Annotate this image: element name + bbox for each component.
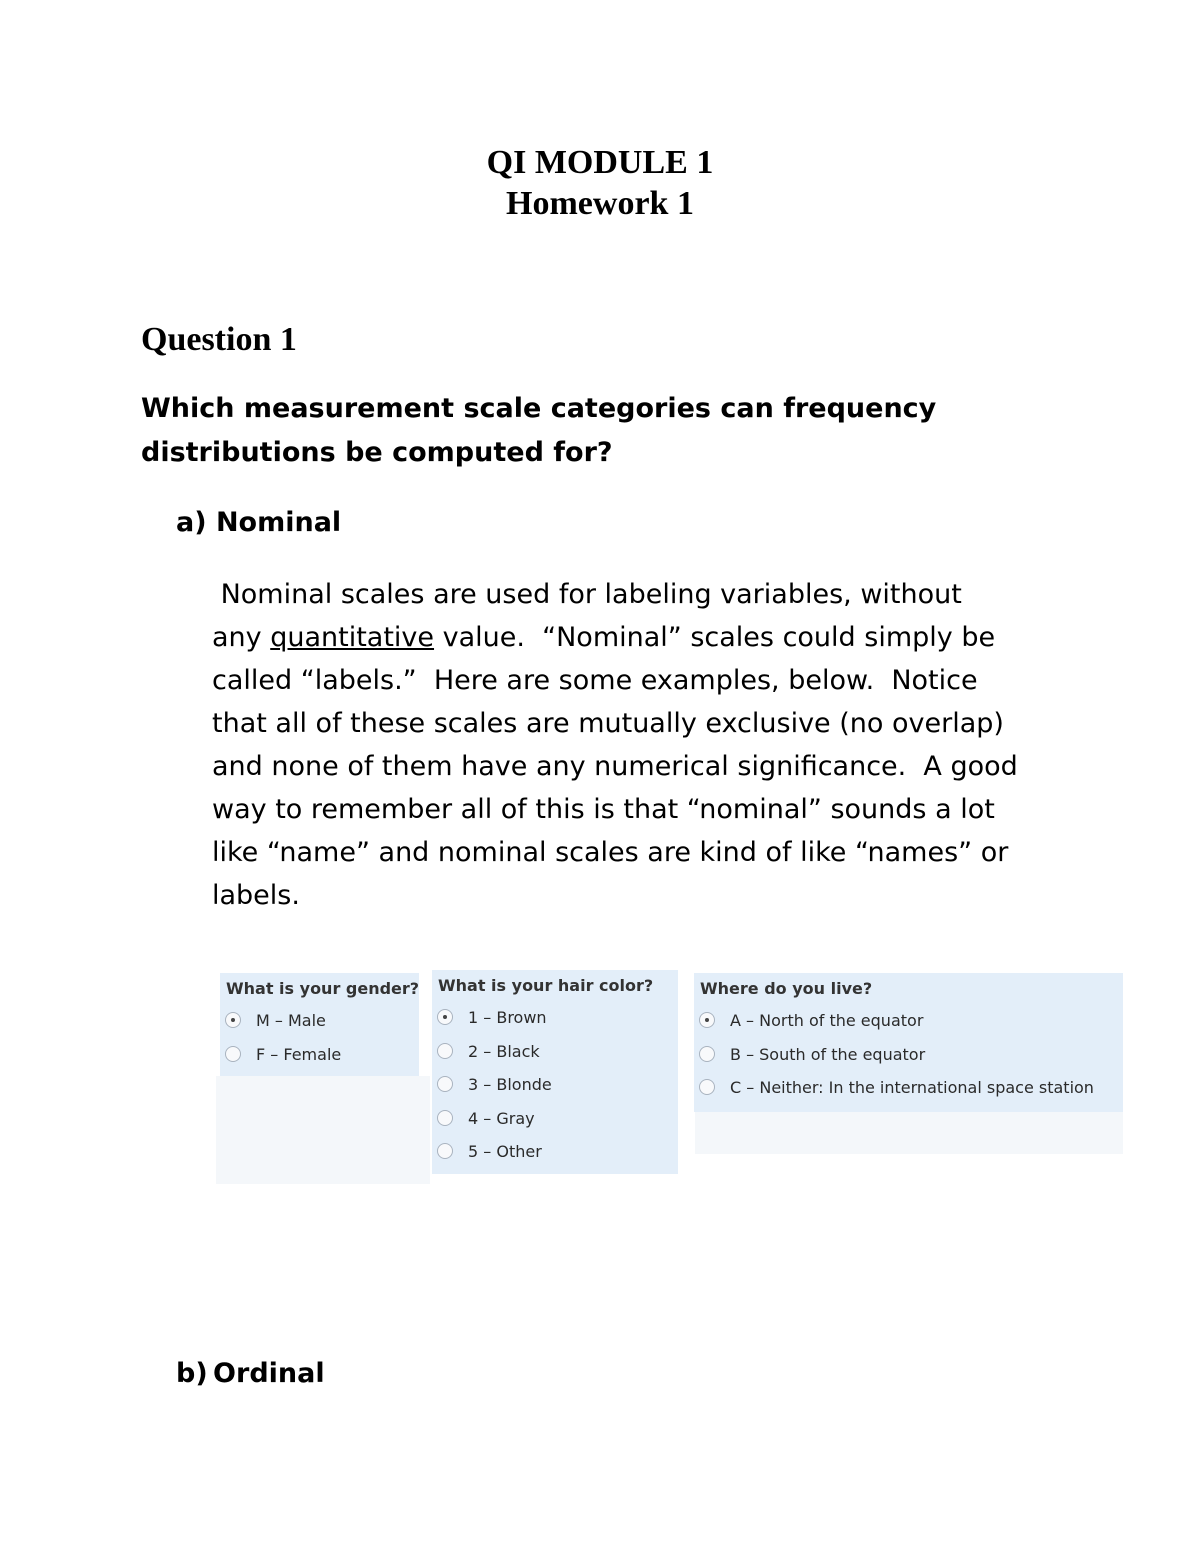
paragraph-line	[212, 616, 1072, 659]
question-text	[141, 387, 961, 475]
location-question-title: Where do you live?	[700, 979, 873, 998]
paragraph-line: like “name” and nominal scales are kind of like “names” or	[212, 837, 1009, 868]
option-label: 4 – Gray	[468, 1108, 535, 1128]
option-label: 3 – Blonde	[468, 1074, 552, 1094]
text: any	[212, 622, 271, 653]
paragraph-line: Nominal scales are used for labeling variables, without	[212, 579, 962, 610]
hair-color-question-title: What is your hair color?	[438, 976, 654, 995]
hair-color-option[interactable]	[437, 1039, 540, 1063]
gender-question-panel	[220, 973, 419, 1076]
option-label: A – North of the equator	[730, 1010, 924, 1030]
location-question-panel	[694, 973, 1123, 1112]
question-text-line: Which measurement scale categories can frequency	[141, 393, 937, 424]
paragraph-line: labels.	[212, 880, 300, 911]
radio-icon[interactable]	[225, 1046, 241, 1062]
answer-option-a: a) Nominal	[176, 507, 342, 538]
option-label: 1 – Brown	[468, 1007, 547, 1027]
option-label: M – Male	[256, 1010, 326, 1030]
paragraph-line: called “labels.” Here are some examples, below. Notice	[212, 665, 978, 696]
underlined-term: quantitative	[270, 622, 435, 653]
document-subtitle: Homework 1	[506, 185, 694, 222]
nominal-explanation	[212, 573, 1072, 917]
option-label: 2 – Black	[468, 1041, 540, 1061]
hair-color-option[interactable]	[437, 1005, 547, 1029]
document-title: QI MODULE 1	[486, 144, 714, 181]
radio-icon[interactable]	[437, 1110, 453, 1126]
radio-icon[interactable]	[699, 1079, 715, 1095]
radio-icon[interactable]	[437, 1043, 453, 1059]
example-image-backdrop	[695, 1112, 1123, 1154]
text: value. “Nominal” scales could simply be	[434, 622, 996, 653]
paragraph-line: way to remember all of this is that “nominal” sounds a lot	[212, 794, 995, 825]
hair-color-option[interactable]	[437, 1072, 552, 1096]
option-label: F – Female	[256, 1044, 342, 1064]
radio-icon[interactable]	[437, 1076, 453, 1092]
gender-option[interactable]	[225, 1042, 341, 1066]
hair-color-option[interactable]	[437, 1106, 535, 1130]
gender-option[interactable]	[225, 1008, 326, 1032]
location-option[interactable]	[699, 1008, 923, 1032]
answer-option-b: b) Ordinal	[176, 1358, 325, 1389]
radio-icon[interactable]	[699, 1046, 715, 1062]
option-label: B – South of the equator	[730, 1044, 926, 1064]
radio-selected-icon[interactable]	[437, 1009, 453, 1025]
hair-color-option[interactable]	[437, 1139, 542, 1163]
paragraph-line: and none of them have any numerical significance. A good	[212, 751, 1018, 782]
option-label: C – Neither: In the international space station	[730, 1077, 1094, 1097]
hair-color-question-panel	[432, 970, 678, 1174]
gender-question-title: What is your gender?	[226, 979, 420, 998]
location-option[interactable]	[699, 1075, 1094, 1099]
paragraph-line: that all of these scales are mutually exclusive (no overlap)	[212, 708, 1004, 739]
radio-icon[interactable]	[437, 1143, 453, 1159]
question-heading: Question 1	[141, 321, 297, 358]
option-label: 5 – Other	[468, 1141, 542, 1161]
location-option[interactable]	[699, 1042, 925, 1066]
radio-selected-icon[interactable]	[225, 1012, 241, 1028]
radio-selected-icon[interactable]	[699, 1012, 715, 1028]
example-image-backdrop	[216, 1076, 430, 1184]
question-text-line: distributions be computed for?	[141, 437, 613, 468]
